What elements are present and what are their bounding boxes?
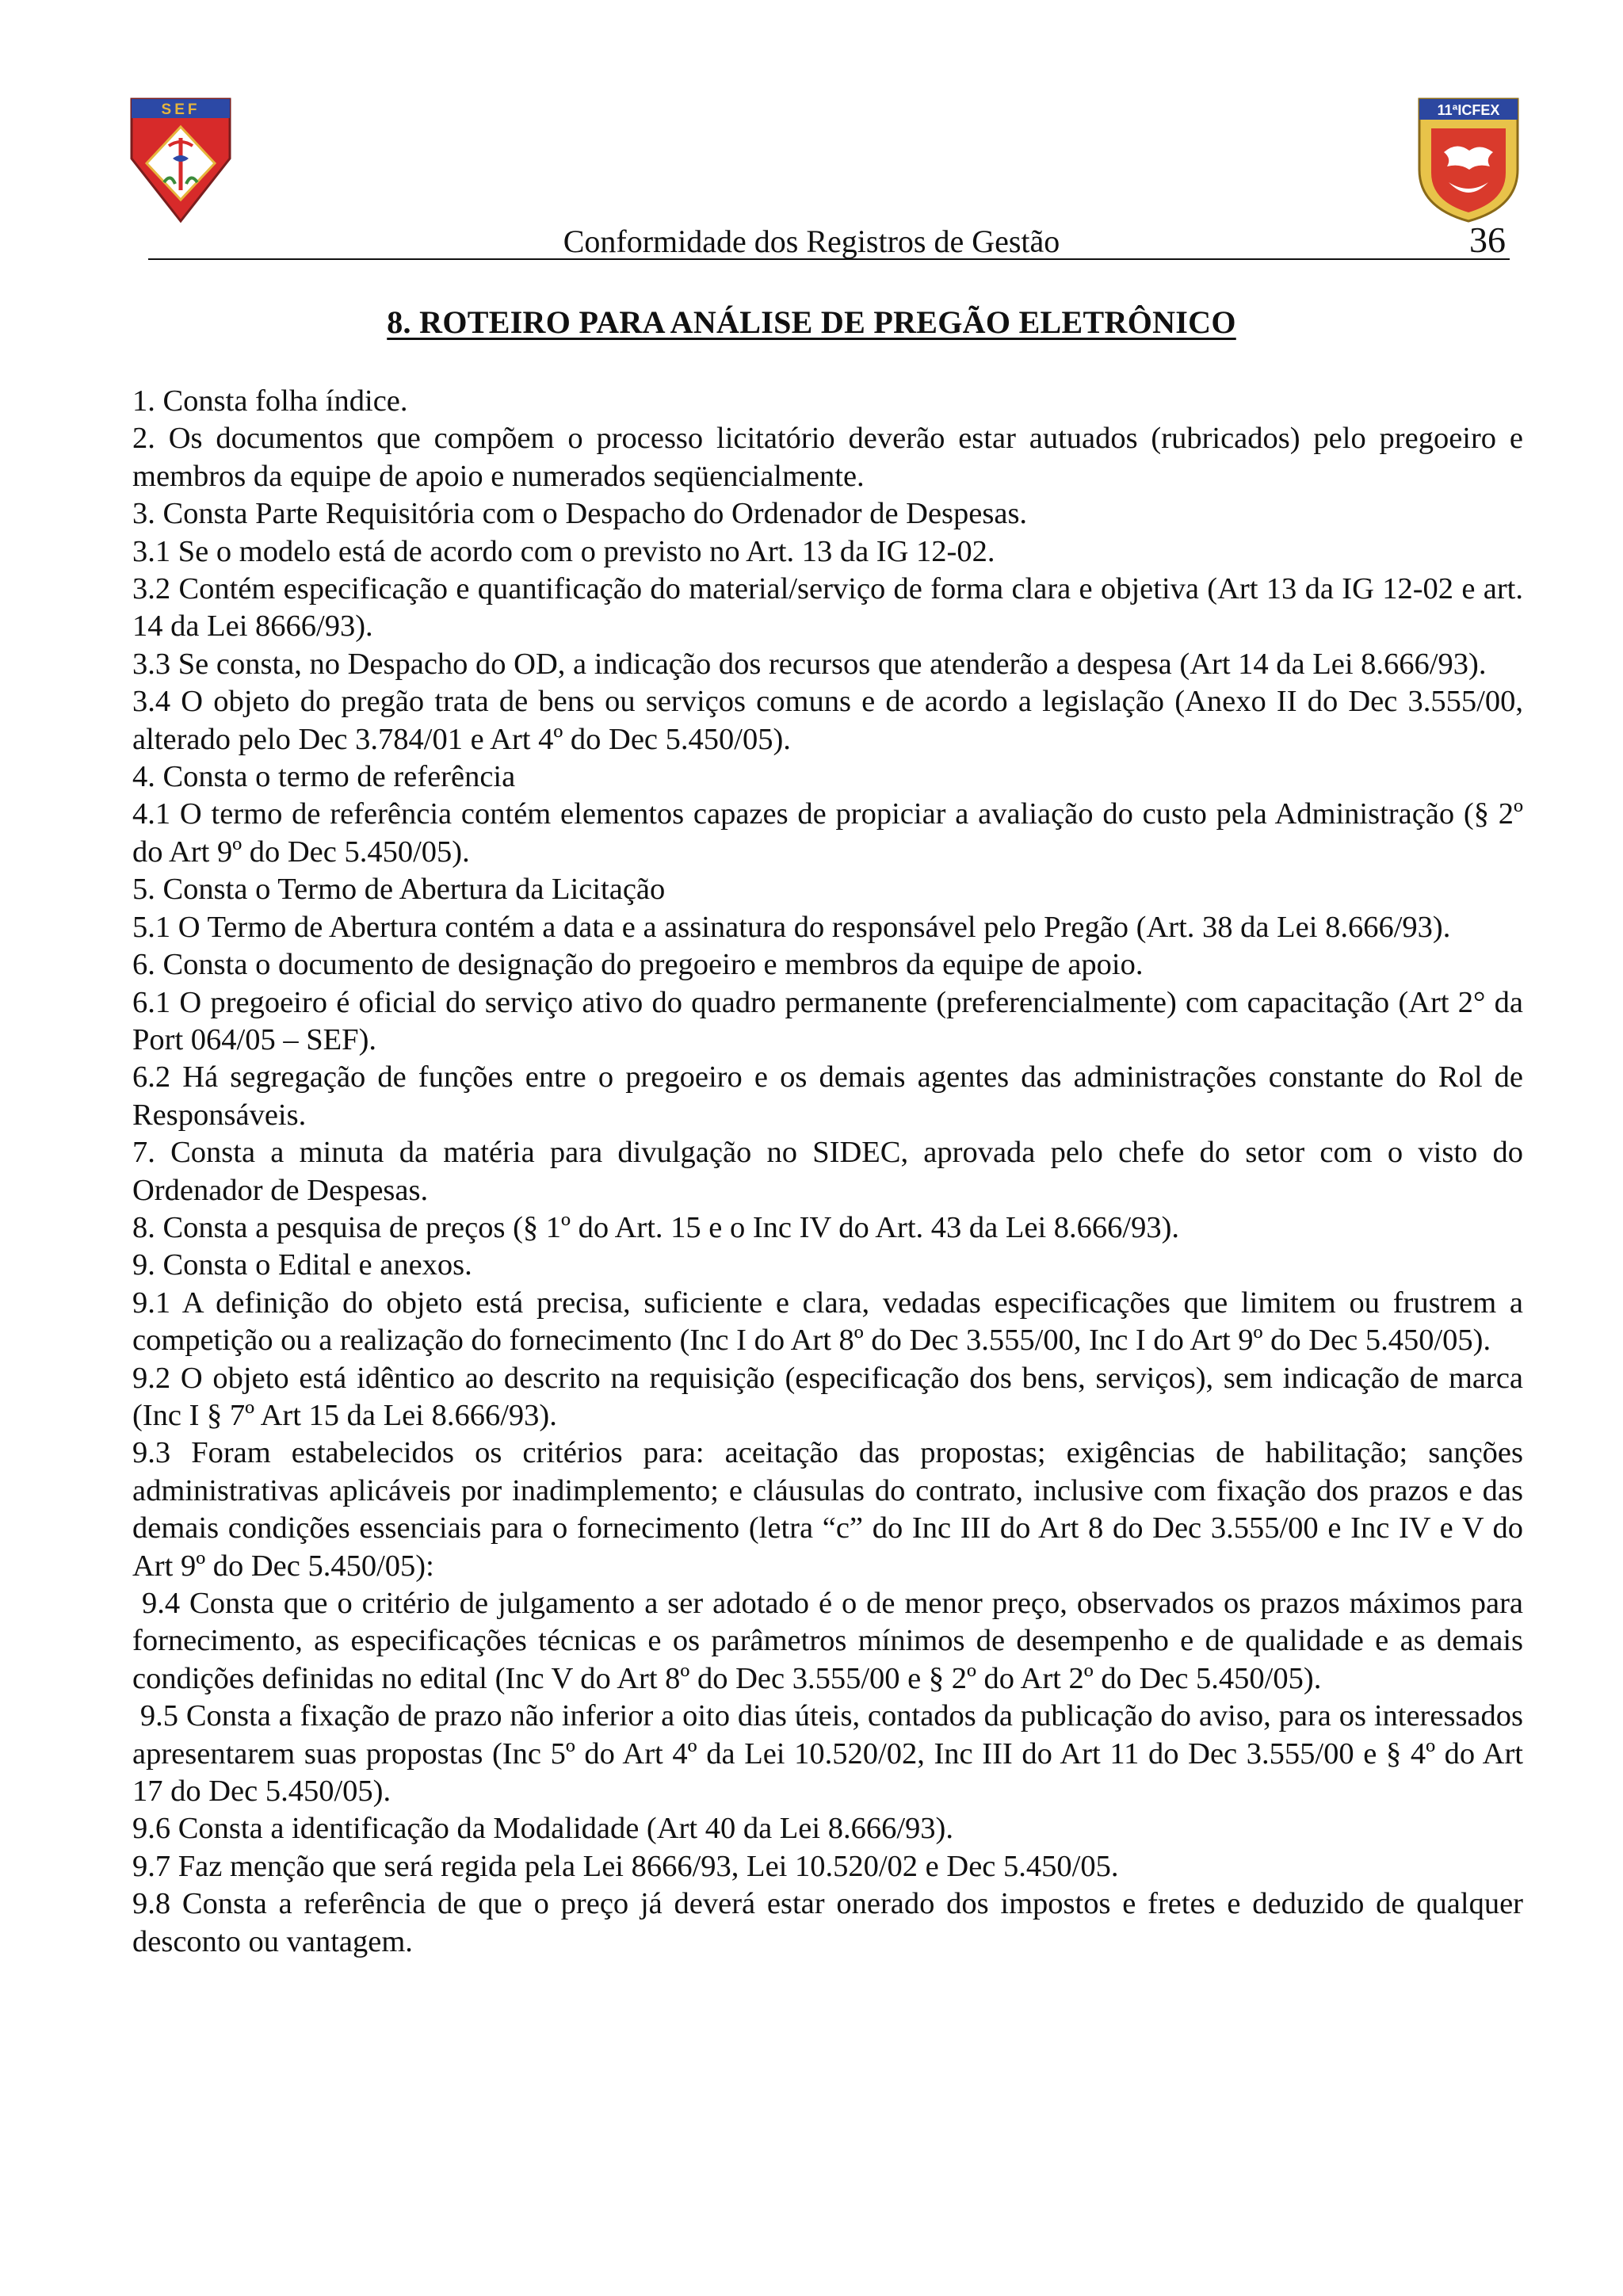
checklist-item: 9.2 O objeto está idêntico ao descrito na requisição (especificação dos bens, serviços), sem indicação de marca (Inc I § 7º Art 15 da Lei 8.666/93).: [132, 1361, 1523, 1432]
checklist-body: [132, 383, 1531, 1961]
checklist-item: 9.3 Foram estabelecidos os critérios para: aceitação das propostas; exigências de habilitação; sanções administrativas aplicáveis por inadimplemento; e cláusulas do contrato, inclusive com fixação dos prazos e das demais condições essenciais para o fornecimento (letra “c” do Inc III do Art 8 do Dec 3.555/00 e Inc IV e V do Art 9º do Dec 5.450/05):: [132, 1436, 1523, 1583]
checklist-item: 9.4 Consta que o critério de julgamento a ser adotado é o de menor preço, observados os prazos máximos para fornecimento, as especificações técnicas e os parâmetros mínimos de desempenho e de qualidade e as demais condições definidas no edital (Inc V do Art 8º do Dec 3.555/00 e § 2º do Art 2º do Dec 5.450/05).: [132, 1587, 1531, 1695]
checklist-item: 8. Consta a pesquisa de preços (§ 1º do Art. 15 e o Inc IV do Art. 43 da Lei 8.666/93).: [132, 1210, 1180, 1244]
icfex-logo-text: 11ªICFEX: [1437, 102, 1500, 118]
checklist-item: 3.4 O objeto do pregão trata de bens ou serviços comuns e de acordo a legislação (Anexo II do Dec 3.555/00, alterado pelo Dec 3.784/01 e Art 4º do Dec 5.450/05).: [132, 685, 1523, 756]
checklist-item: 4.1 O termo de referência contém elementos capazes de propiciar a avaliação do custo pela Administração (§ 2º do Art 9º do Dec 5.450/05).: [132, 797, 1523, 869]
sef-crest-icon: [129, 97, 232, 223]
checklist-item: 6.1 O pregoeiro é oficial do serviço ativo do quadro permanente (preferencialmente) com capacitação (Art 2° da Port 064/05 – SEF).: [132, 985, 1523, 1056]
checklist-item: 7. Consta a minuta da matéria para divulgação no SIDEC, aprovada pelo chefe do setor com o visto do Ordenador de Despesas.: [132, 1136, 1523, 1207]
checklist-item: 9.8 Consta a referência de que o preço já deverá estar onerado dos impostos e fretes e deduzido de qualquer desconto ou vantagem.: [132, 1887, 1523, 1958]
checklist-item: 4. Consta o termo de referência: [132, 760, 516, 794]
section-title: 8. ROTEIRO PARA ANÁLISE DE PREGÃO ELETRÔNICO: [387, 304, 1236, 340]
checklist-item: 3.1 Se o modelo está de acordo com o previsto no Art. 13 da IG 12-02.: [132, 534, 995, 568]
icfex-logo: [1417, 97, 1520, 223]
header-title: Conformidade dos Registros de Gestão: [563, 223, 1060, 259]
checklist-item: 5. Consta o Termo de Abertura da Licitação: [132, 873, 666, 907]
checklist-item: 3. Consta Parte Requisitória com o Despacho do Ordenador de Despesas.: [132, 497, 1028, 531]
sef-logo: [129, 97, 232, 223]
checklist-item: 9.7 Faz menção que será regida pela Lei 8666/93, Lei 10.520/02 e Dec 5.450/05.: [132, 1849, 1119, 1883]
checklist-item: 3.2 Contém especificação e quantificação do material/serviço de forma clara e objetiva (Art 13 da IG 12-02 e art. 14 da Lei 8666/93).: [132, 572, 1523, 644]
page-number: 36: [1469, 220, 1506, 260]
checklist-item: 9.6 Consta a identificação da Modalidade (Art 40 da Lei 8.666/93).: [132, 1812, 953, 1846]
checklist-item: 9.5 Consta a fixação de prazo não inferior a oito dias úteis, contados da publicação do aviso, para os interessados apresentarem suas propostas (Inc 5º do Art 4º da Lei 10.520/02, Inc III do Art 11 do Dec 3.555/00 e § 4º do Art 17 do Dec 5.450/05).: [132, 1699, 1531, 1809]
header-rule: [148, 258, 1510, 260]
checklist-item: 1. Consta folha índice.: [132, 384, 408, 418]
icfex-crest-icon: [1417, 97, 1520, 223]
checklist-item: 6.2 Há segregação de funções entre o pregoeiro e os demais agentes das administrações constante do Rol de Responsáveis.: [132, 1060, 1523, 1132]
checklist-item: 3.3 Se consta, no Despacho do OD, a indicação dos recursos que atenderão a despesa (Art 14 da Lei 8.666/93).: [132, 647, 1487, 681]
checklist-item: 9. Consta o Edital e anexos.: [132, 1248, 472, 1282]
checklist-item: 9.1 A definição do objeto está precisa, suficiente e clara, vedadas especificações que limitem ou frustrem a competição ou a realização do fornecimento (Inc I do Art 8º do Dec 3.555/00, Inc I do Art 9º do Dec 5.450/05).: [132, 1286, 1523, 1358]
checklist-item: 5.1 O Termo de Abertura contém a data e a assinatura do responsável pelo Pregão (Art. 38 da Lei 8.666/93).: [132, 910, 1451, 944]
checklist-item: 6. Consta o documento de designação do pregoeiro e membros da equipe de apoio.: [132, 948, 1144, 982]
sef-logo-text: SEF: [161, 101, 200, 118]
checklist-item: 2. Os documentos que compõem o processo licitatório deverão estar autuados (rubricados) pelo pregoeiro e membros da equipe de apoio e numerados seqüencialmente.: [132, 422, 1523, 493]
